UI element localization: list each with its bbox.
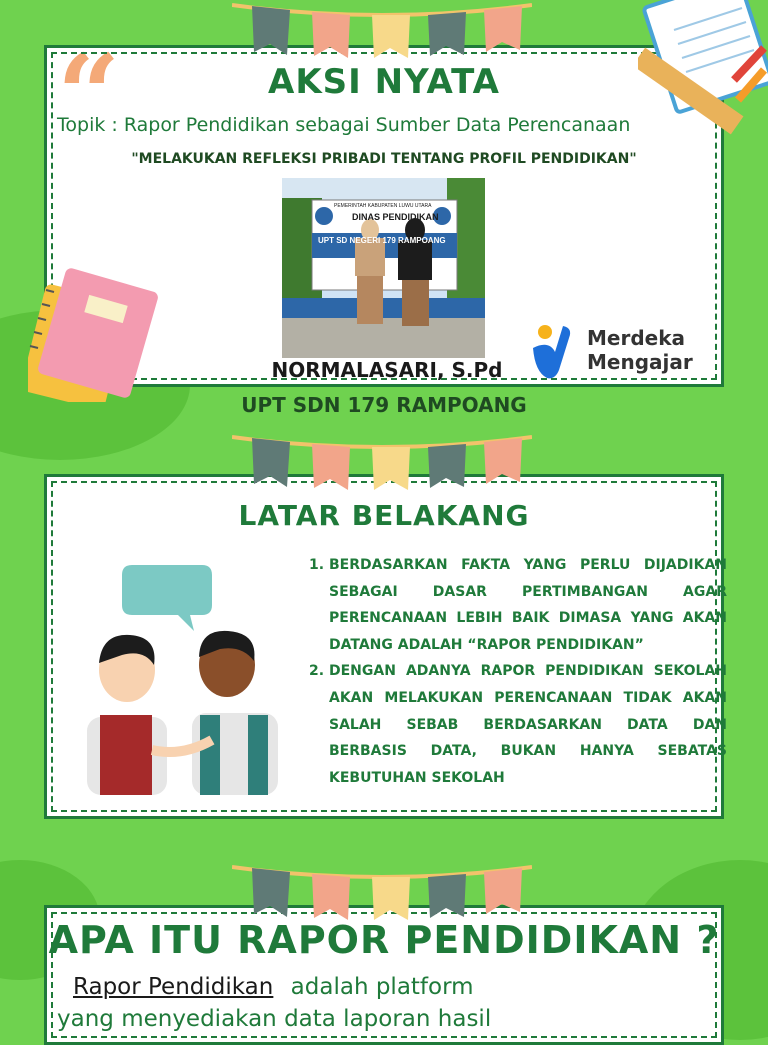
- latar-belakang-list: [309, 552, 727, 791]
- bunting-decoration: [232, 432, 532, 492]
- notepad-icon: [638, 0, 768, 150]
- latar-belakang-card: [44, 474, 727, 819]
- definition-rest: adalah platform: [290, 974, 474, 1000]
- logo-text-line2: Mengajar: [587, 350, 693, 374]
- list-item: 2. DENGAN ADANYA RAPOR PENDIDIKAN SEKOLAH AKAN MELAKUKAN PERENCANAAN TIDAK AKAN SALAH SEBAB BERDASARKAN DATA DAN BERBASIS DATA, BUKAN HANYA SEBATAS KEBUTUHAN SEKOLAH: [309, 663, 727, 786]
- list-item: 1. BERDASARKAN FAKTA YANG PERLU DIJADIKAN SEBAGAI DASAR PERTIMBANGAN AGAR PERENCANAAN LEBIH BAIK DIMASA YANG AKAN DATANG ADALAH “RAPOR PENDIDIKAN”: [309, 557, 727, 653]
- school-photo: [282, 178, 485, 358]
- bunting-decoration: [232, 0, 532, 60]
- photo-sign-line: UPT SD NEGERI 179 RAMPOANG: [318, 236, 446, 245]
- page-title: AKSI NYATA: [268, 62, 500, 102]
- bunting-decoration: [232, 862, 532, 922]
- section-title-apa-itu: APA ITU RAPOR PENDIDIKAN ?: [48, 918, 720, 962]
- definition-term: Rapor Pendidikan: [73, 974, 274, 1000]
- section-title-latar-belakang: LATAR BELAKANG: [238, 499, 530, 532]
- notebook-icon: [28, 262, 178, 402]
- apa-itu-rapor-card: [44, 905, 724, 1045]
- photo-sign-line: PEMERINTAH KABUPATEN LUWU UTARA: [334, 203, 432, 209]
- quote-text: "MELAKUKAN REFLEKSI PRIBADI TENTANG PROFIL PENDIDIKAN": [131, 151, 637, 167]
- photo-sign-line: DINAS PENDIDIKAN: [352, 212, 439, 222]
- definition-line-2: yang menyediakan data laporan hasil: [57, 1006, 492, 1032]
- logo-text-line1: Merdeka: [587, 326, 686, 350]
- quote-mark-icon: “: [57, 30, 121, 159]
- school-name: UPT SDN 179 RAMPOANG: [241, 393, 527, 417]
- two-people-talking-illustration: [82, 565, 282, 795]
- definition-line-1: [73, 974, 474, 1000]
- merdeka-mengajar-logo: [529, 320, 719, 382]
- author-name: NORMALASARI, S.Pd: [271, 358, 503, 382]
- merdeka-mengajar-icon: [529, 320, 579, 382]
- topic-text: Topik : Rapor Pendidikan sebagai Sumber Data Perencanaan: [57, 114, 631, 136]
